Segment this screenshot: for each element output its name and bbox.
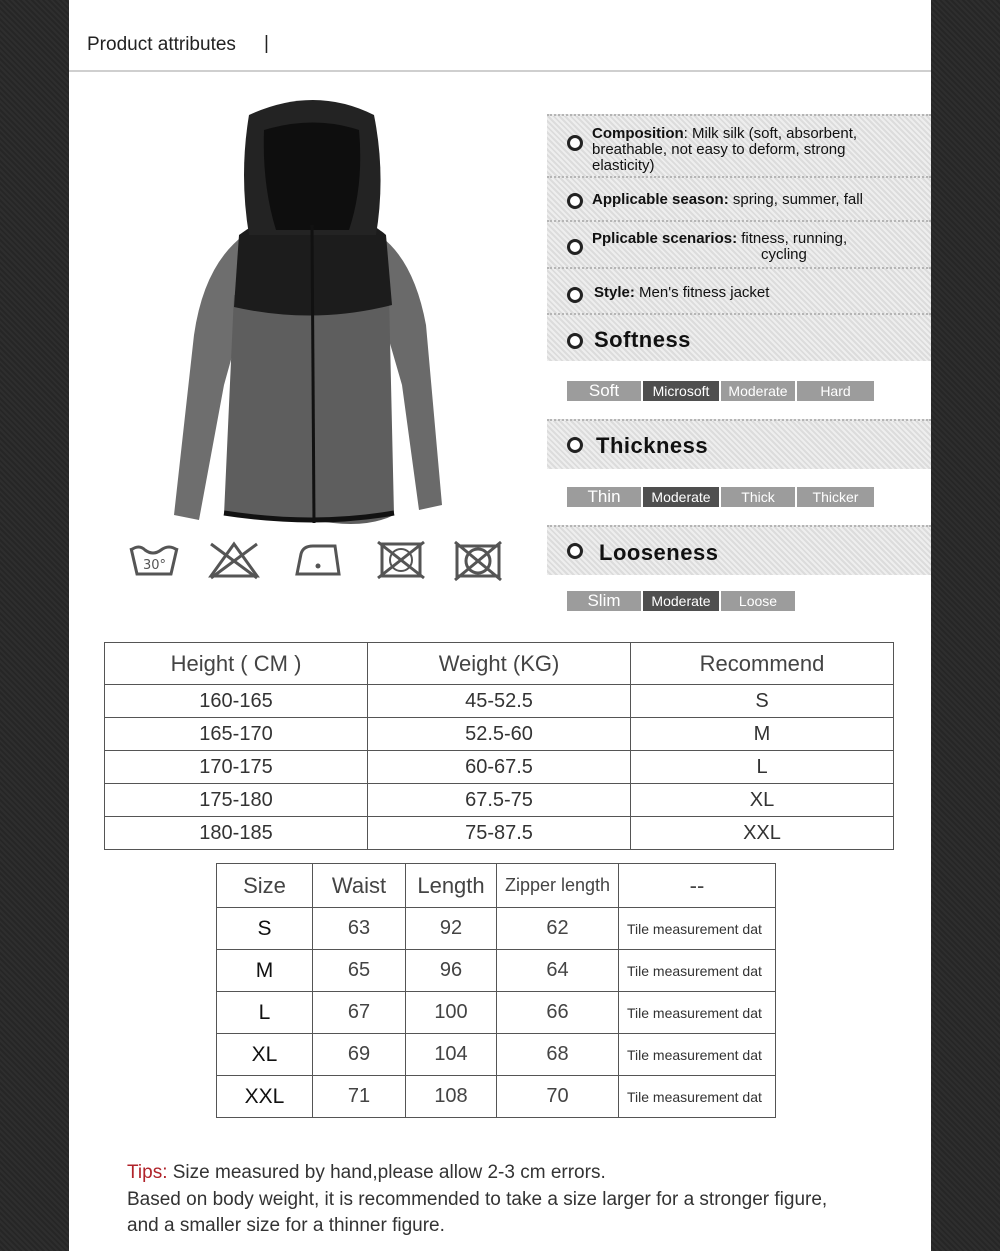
recommend-header: Recommend — [631, 643, 894, 685]
zipper-length-header: Zipper length — [497, 864, 619, 908]
looseness-band — [547, 525, 931, 575]
weight-header: Weight (KG) — [368, 643, 631, 685]
recommend-cell: XXL — [631, 817, 894, 850]
thickness-option-selected: Moderate — [643, 487, 719, 507]
composition-line3: elasticity) — [592, 157, 655, 174]
length-cell: 96 — [406, 950, 497, 992]
size-cell: M — [217, 950, 313, 992]
composition-label: Composition — [592, 125, 684, 142]
table-row — [217, 950, 776, 992]
extra-header: -- — [619, 864, 776, 908]
jacket-image — [164, 95, 464, 535]
zipper-cell: 64 — [497, 950, 619, 992]
tips-section — [127, 1160, 827, 1240]
season-text — [592, 192, 863, 208]
waist-header: Waist — [313, 864, 406, 908]
tips-line1: Size measured by hand,please allow 2-3 cm errors. — [172, 1162, 606, 1183]
looseness-title: Looseness — [599, 540, 719, 565]
hood-opening — [264, 123, 361, 231]
season-value: spring, summer, fall — [728, 191, 863, 208]
composition-row — [547, 114, 931, 176]
waist-cell: 67 — [313, 992, 406, 1034]
softness-scale — [567, 381, 876, 401]
table-row — [105, 718, 894, 751]
softness-option: Soft — [567, 381, 641, 401]
length-cell: 104 — [406, 1034, 497, 1076]
size-cell: XXL — [217, 1076, 313, 1118]
size-header: Size — [217, 864, 313, 908]
zipper-cell: 68 — [497, 1034, 619, 1076]
waist-cell: 71 — [313, 1076, 406, 1118]
bullet-icon — [567, 193, 583, 209]
waist-cell: 69 — [313, 1034, 406, 1076]
height-cell: 180-185 — [105, 817, 368, 850]
bullet-icon — [567, 437, 583, 453]
season-label: Applicable season: — [592, 191, 729, 208]
height-cell: 175-180 — [105, 784, 368, 817]
page-title: Product attributes — [87, 34, 236, 55]
bullet-icon — [567, 333, 583, 349]
thickness-option: Thicker — [797, 487, 874, 507]
recommend-cell: S — [631, 685, 894, 718]
wash-30-icon — [127, 538, 181, 582]
table-row — [217, 992, 776, 1034]
table-row — [217, 908, 776, 950]
scenarios-value: fitness, running, — [737, 230, 848, 247]
waist-cell: 63 — [313, 908, 406, 950]
thickness-option: Thick — [721, 487, 795, 507]
looseness-option: Loose — [721, 591, 795, 611]
softness-title: Softness — [594, 327, 691, 352]
softness-option: Hard — [797, 381, 874, 401]
table-row — [217, 1034, 776, 1076]
length-cell: 100 — [406, 992, 497, 1034]
thickness-option: Thin — [567, 487, 641, 507]
thickness-scale — [567, 487, 876, 507]
tips-label: Tips: — [127, 1162, 168, 1183]
header-separator: | — [264, 33, 269, 54]
height-header: Height ( CM ) — [105, 643, 368, 685]
zipper-cell: 70 — [497, 1076, 619, 1118]
composition-text — [592, 126, 922, 174]
length-cell: 108 — [406, 1076, 497, 1118]
scenarios-label: Pplicable scenarios: — [592, 230, 738, 247]
softness-option: Moderate — [721, 381, 795, 401]
note-cell: Tile measurement dat — [619, 1034, 776, 1076]
weight-cell: 45-52.5 — [368, 685, 631, 718]
softness-band — [547, 313, 931, 361]
table-row — [105, 817, 894, 850]
right-background — [931, 0, 1000, 1251]
size-cell: L — [217, 992, 313, 1034]
style-text — [594, 285, 769, 301]
looseness-option-selected: Moderate — [643, 591, 719, 611]
thickness-band — [547, 419, 931, 469]
table-header-row — [217, 864, 776, 908]
recommend-cell: L — [631, 751, 894, 784]
size-cell: S — [217, 908, 313, 950]
bullet-icon — [567, 287, 583, 303]
table-row — [105, 784, 894, 817]
style-row — [547, 267, 931, 314]
scenarios-line2: cycling — [761, 246, 807, 263]
composition-value: : Milk silk (soft, absorbent, — [683, 125, 858, 142]
height-cell: 165-170 — [105, 718, 368, 751]
table-row — [105, 685, 894, 718]
no-dry-clean-icon — [451, 538, 505, 582]
bullet-icon — [567, 543, 583, 559]
softness-option-selected: Microsoft — [643, 381, 719, 401]
header-divider — [69, 70, 931, 72]
recommend-cell: XL — [631, 784, 894, 817]
weight-cell: 52.5-60 — [368, 718, 631, 751]
waist-cell: 65 — [313, 950, 406, 992]
recommend-cell: M — [631, 718, 894, 751]
no-tumble-dry-icon — [374, 538, 428, 582]
note-cell: Tile measurement dat — [619, 1076, 776, 1118]
style-value: Men's fitness jacket — [634, 284, 770, 301]
table-header-row — [105, 643, 894, 685]
size-cell: XL — [217, 1034, 313, 1076]
weight-cell: 67.5-75 — [368, 784, 631, 817]
scenarios-row — [547, 220, 931, 267]
product-page — [69, 0, 931, 1251]
zipper — [312, 225, 314, 523]
wash-temperature: 30° — [143, 558, 167, 573]
recommend-table — [104, 642, 894, 850]
bullet-icon — [567, 239, 583, 255]
note-cell: Tile measurement dat — [619, 950, 776, 992]
tips-line2: Based on body weight, it is recommended to take a size larger for a stronger figure, — [127, 1188, 828, 1210]
iron-low-icon — [291, 538, 345, 582]
looseness-scale — [567, 591, 797, 611]
zipper-cell: 66 — [497, 992, 619, 1034]
table-row — [217, 1076, 776, 1118]
table-row — [105, 751, 894, 784]
height-cell: 170-175 — [105, 751, 368, 784]
zipper-cell: 62 — [497, 908, 619, 950]
note-cell: Tile measurement dat — [619, 908, 776, 950]
size-table — [216, 863, 776, 1118]
length-cell: 92 — [406, 908, 497, 950]
tips-line3: and a smaller size for a thinner figure. — [127, 1215, 445, 1236]
thickness-title: Thickness — [596, 433, 709, 458]
no-bleach-icon — [205, 538, 263, 582]
note-cell: Tile measurement dat — [619, 992, 776, 1034]
height-cell: 160-165 — [105, 685, 368, 718]
season-row — [547, 176, 931, 220]
looseness-option: Slim — [567, 591, 641, 611]
jacket-body — [224, 295, 394, 524]
scenarios-text — [592, 231, 922, 263]
length-header: Length — [406, 864, 497, 908]
composition-line2: breathable, not easy to deform, strong — [592, 141, 846, 158]
weight-cell: 60-67.5 — [368, 751, 631, 784]
style-label: Style: — [594, 284, 635, 301]
left-background — [0, 0, 69, 1251]
weight-cell: 75-87.5 — [368, 817, 631, 850]
bullet-icon — [567, 135, 583, 151]
